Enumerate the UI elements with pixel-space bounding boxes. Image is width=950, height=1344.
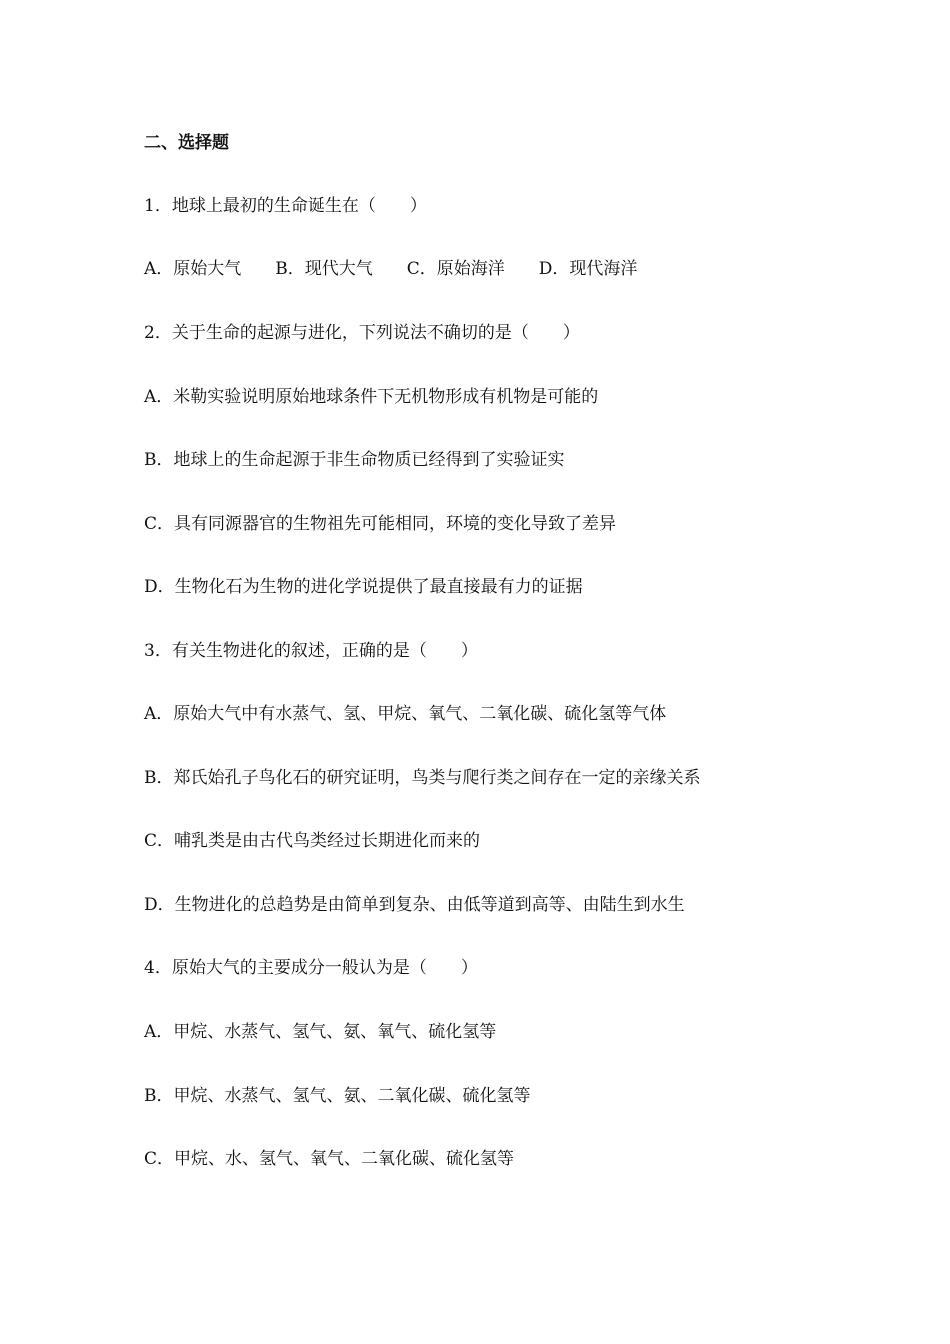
question-1-stem: 1．地球上最初的生命诞生在（ ） (144, 196, 427, 216)
question-4-option-a: A．甲烷、水蒸气、氢气、氨、氧气、硫化氢等 (144, 1022, 497, 1042)
question-1-options: A．原始大气 B．现代大气 C．原始海洋 D．现代海洋 (144, 259, 638, 279)
question-4-stem: 4．原始大气的主要成分一般认为是（ ） (144, 958, 478, 978)
question-2-option-d: D．生物化石为生物的进化学说提供了最直接最有力的证据 (144, 577, 583, 597)
question-2-option-c: C．具有同源器官的生物祖先可能相同，环境的变化导致了差异 (144, 514, 617, 534)
question-2-option-b: B．地球上的生命起源于非生命物质已经得到了实验证实 (144, 450, 565, 470)
section-heading: 二、选择题 (144, 133, 229, 153)
question-3-option-a: A．原始大气中有水蒸气、氢、甲烷、氧气、二氧化碳、硫化氢等气体 (144, 704, 667, 724)
question-3-stem: 3．有关生物进化的叙述，正确的是（ ） (144, 641, 478, 661)
question-2-option-a: A．米勒实验说明原始地球条件下无机物形成有机物是可能的 (144, 387, 599, 407)
question-3-option-b: B．郑氏始孔子鸟化石的研究证明，鸟类与爬行类之间存在一定的亲缘关系 (144, 768, 701, 788)
question-4-option-b: B．甲烷、水蒸气、氢气、氨、二氧化碳、硫化氢等 (144, 1086, 531, 1106)
question-3-option-d: D．生物进化的总趋势是由简单到复杂、由低等道到高等、由陆生到水生 (144, 895, 685, 915)
question-2-stem: 2．关于生命的起源与进化，下列说法不确切的是（ ） (144, 323, 580, 343)
question-4-option-c: C．甲烷、水、氢气、氧气、二氧化碳、硫化氢等 (144, 1149, 515, 1169)
question-3-option-c: C．哺乳类是由古代鸟类经过长期进化而来的 (144, 831, 481, 851)
